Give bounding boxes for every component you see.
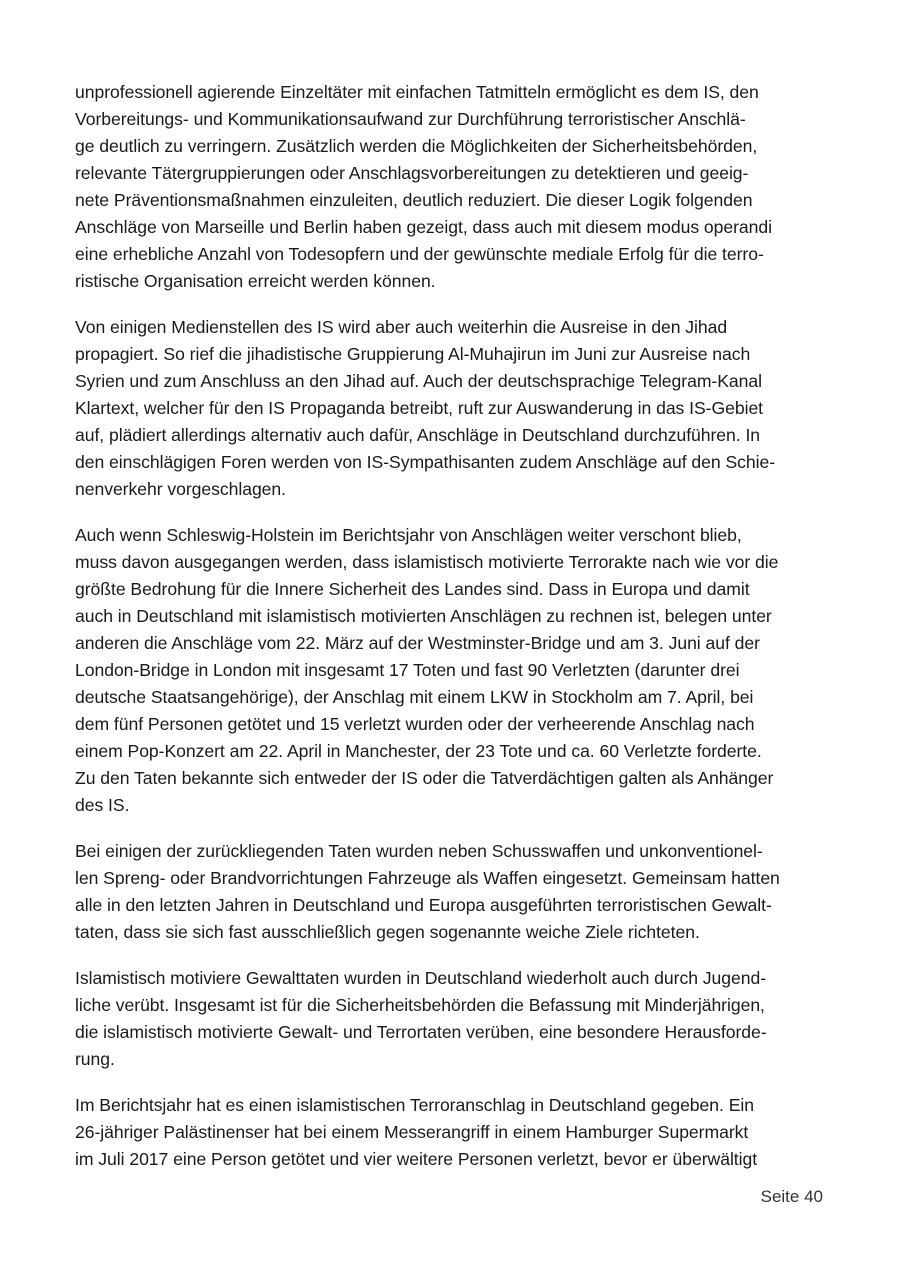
text-line: rung. <box>75 1049 115 1069</box>
body-text <box>75 79 825 1192</box>
paragraph-5 <box>75 965 825 1073</box>
paragraph-2 <box>75 314 825 503</box>
text-line: nete Präventionsmaßnahmen einzuleiten, deutlich reduziert. Die dieser Logik folgenden <box>75 190 753 210</box>
text-line: auch in Deutschland mit islamistisch motivierten Anschlägen zu rechnen ist, belegen unter <box>75 606 772 626</box>
text-line: Klartext, welcher für den IS Propaganda betreibt, ruft zur Auswanderung in das IS-Gebiet <box>75 398 764 418</box>
page-number: Seite 40 <box>760 1187 823 1206</box>
text-line: 26-jähriger Palästinenser hat bei einem Messerangriff in einem Hamburger Supermarkt <box>75 1122 749 1142</box>
text-line: auf, plädiert allerdings alternativ auch dafür, Anschläge in Deutschland durchzuführen. In <box>75 425 761 445</box>
paragraph-1 <box>75 79 825 295</box>
text-line: liche verübt. Insgesamt ist für die Sicherheitsbehörden die Befassung mit Minderjährigen, <box>75 995 765 1015</box>
text-line: taten, dass sie sich fast ausschließlich gegen sogenannte weiche Ziele richteten. <box>75 922 700 942</box>
text-line: deutsche Staatsangehörige), der Anschlag mit einem LKW in Stockholm am 7. April, bei <box>75 687 754 707</box>
text-line: unprofessionell agierende Einzeltäter mit einfachen Tatmitteln ermöglicht es dem IS, den <box>75 82 759 102</box>
text-line: eine erhebliche Anzahl von Todesopfern und der gewünschte mediale Erfolg für die terro- <box>75 244 764 264</box>
text-line: London-Bridge in London mit insgesamt 17 Toten und fast 90 Verletzten (darunter drei <box>75 660 740 680</box>
text-line: den einschlägigen Foren werden von IS-Sympathisanten zudem Anschläge auf den Schie- <box>75 452 776 472</box>
text-line: dem fünf Personen getötet und 15 verletzt wurden oder der verheerende Anschlag nach <box>75 714 755 734</box>
text-line: Von einigen Medienstellen des IS wird aber auch weiterhin die Ausreise in den Jihad <box>75 317 728 337</box>
paragraph-6 <box>75 1092 825 1173</box>
text-line: des IS. <box>75 795 130 815</box>
text-line: einem Pop-Konzert am 22. April in Manchester, der 23 Tote und ca. 60 Verletzte forderte. <box>75 741 762 761</box>
text-line: alle in den letzten Jahren in Deutschland und Europa ausgeführten terroristischen Gewalt- <box>75 895 772 915</box>
text-line: ge deutlich zu verringern. Zusätzlich werden die Möglichkeiten der Sicherheitsbehörden, <box>75 136 758 156</box>
text-line: Islamistisch motiviere Gewalttaten wurden in Deutschland wiederholt auch durch Jugend- <box>75 968 767 988</box>
text-line: Vorbereitungs- und Kommunikationsaufwand zur Durchführung terroristischer Anschlä- <box>75 109 746 129</box>
text-line: Auch wenn Schleswig-Holstein im Berichtsjahr von Anschlägen weiter verschont blieb, <box>75 525 742 545</box>
text-line: anderen die Anschläge vom 22. März auf der Westminster-Bridge und am 3. Juni auf der <box>75 633 760 653</box>
text-line: Zu den Taten bekannte sich entweder der IS oder die Tatverdächtigen galten als Anhänger <box>75 768 774 788</box>
text-line: Im Berichtsjahr hat es einen islamistischen Terroranschlag in Deutschland gegeben. Ein <box>75 1095 754 1115</box>
text-line: größte Bedrohung für die Innere Sicherheit des Landes sind. Dass in Europa und damit <box>75 579 750 599</box>
text-line: Bei einigen der zurückliegenden Taten wurden neben Schusswaffen und unkonventionel- <box>75 841 763 861</box>
text-line: im Juli 2017 eine Person getötet und vier weitere Personen verletzt, bevor er überwältigt <box>75 1149 758 1169</box>
paragraph-4 <box>75 838 825 946</box>
text-line: ristische Organisation erreicht werden können. <box>75 271 436 291</box>
paragraph-3 <box>75 522 825 819</box>
text-line: die islamistisch motivierte Gewalt- und Terrortaten verüben, eine besondere Herausforde- <box>75 1022 767 1042</box>
text-line: nenverkehr vorgeschlagen. <box>75 479 286 499</box>
text-line: relevante Tätergruppierungen oder Anschlagsvorbereitungen zu detektieren und geeig- <box>75 163 749 183</box>
text-line: Anschläge von Marseille und Berlin haben gezeigt, dass auch mit diesem modus operandi <box>75 217 772 237</box>
text-line: len Spreng- oder Brandvorrichtungen Fahrzeuge als Waffen eingesetzt. Gemeinsam hatten <box>75 868 780 888</box>
text-line: muss davon ausgegangen werden, dass islamistisch motivierte Terrorakte nach wie vor die <box>75 552 779 572</box>
text-line: propagiert. So rief die jihadistische Gruppierung Al-Muhajirun im Juni zur Ausreise nach <box>75 344 751 364</box>
text-line: Syrien und zum Anschluss an den Jihad auf. Auch der deutschsprachige Telegram-Kanal <box>75 371 762 391</box>
